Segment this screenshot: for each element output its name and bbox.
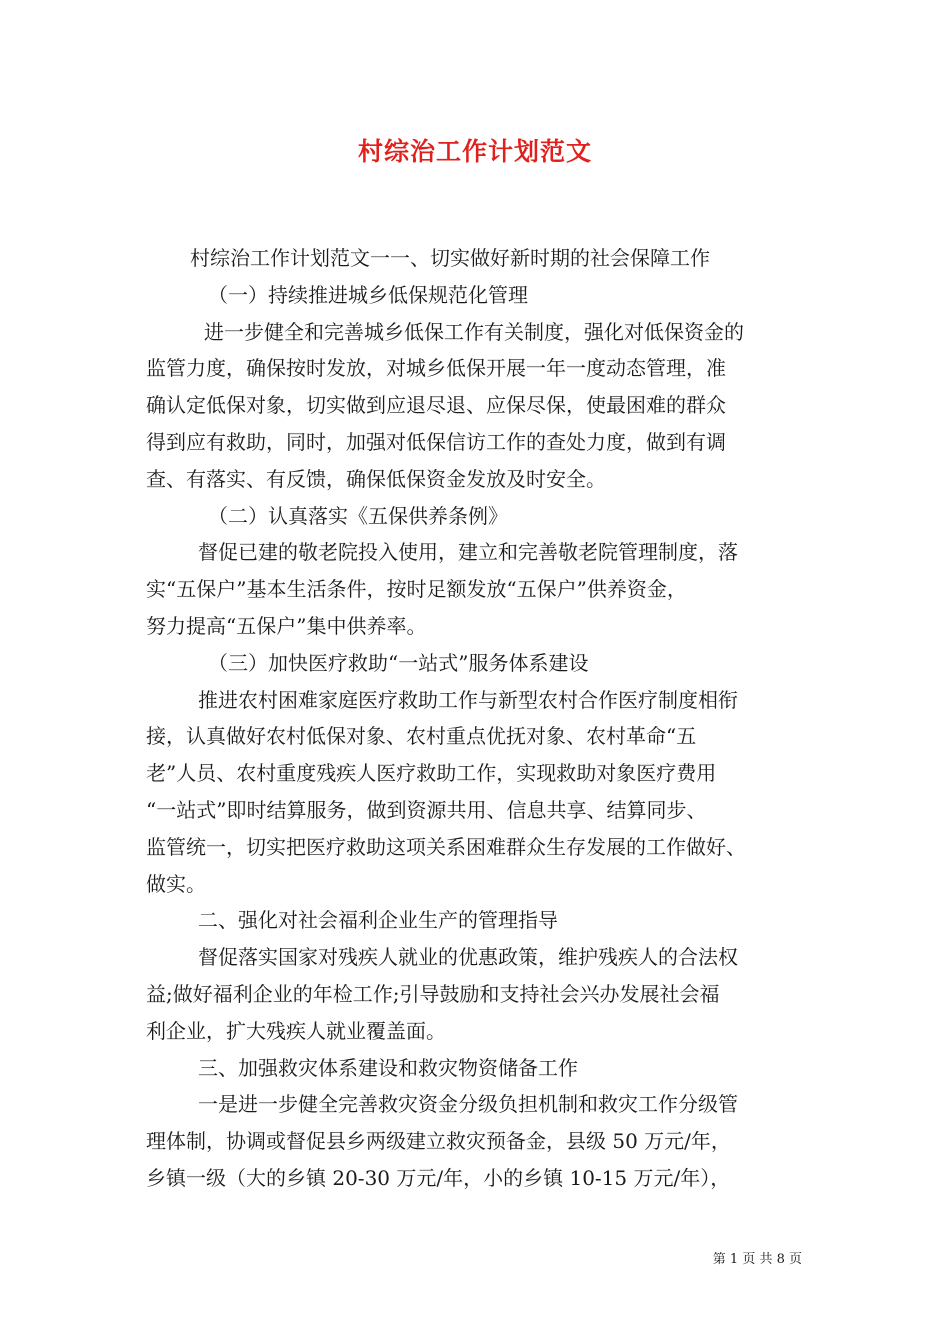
text-line: 实“五保户”基本生活条件，按时足额发放“五保户”供养资金，: [146, 577, 687, 602]
text-line: 接，认真做好农村低保对象、农村重点优抚对象、农村革命“五: [146, 724, 697, 749]
text-line: 确认定低保对象，切实做到应退尽退、应保尽保，使最困难的群众: [146, 393, 726, 418]
text-line: （一）持续推进城乡低保规范化管理: [208, 282, 528, 307]
text-line: 老”人员、农村重度残疾人医疗救助工作，实现救助对象医疗费用: [146, 761, 717, 786]
text-line: 得到应有救助，同时，加强对低保信访工作的查处力度，做到有调: [146, 429, 726, 454]
text-line: 三、加强救灾体系建设和救灾物资储备工作: [198, 1055, 578, 1080]
text-line: 查、有落实、有反馈，确保低保资金发放及时安全。: [146, 466, 606, 491]
text-line: 监管力度，确保按时发放，对城乡低保开展一年一度动态管理，准: [146, 356, 726, 381]
document-title: 村综治工作计划范文: [357, 137, 592, 166]
text-line: 做实。: [146, 871, 206, 896]
text-line: （三）加快医疗救助“一站式”服务体系建设: [208, 650, 589, 675]
text-line: 推进农村困难家庭医疗救助工作与新型农村合作医疗制度相衔: [198, 687, 738, 712]
text-line: 村综治工作计划范文一一、切实做好新时期的社会保障工作: [190, 246, 710, 270]
text-line: 一是进一步健全完善救灾资金分级负担机制和救灾工作分级管: [198, 1092, 738, 1117]
text-line: 进一步健全和完善城乡低保工作有关制度，强化对低保资金的: [204, 319, 744, 344]
text-line: 督促已建的敬老院投入使用，建立和完善敬老院管理制度，落: [198, 540, 738, 565]
text-line: 利企业，扩大残疾人就业覆盖面。: [146, 1018, 446, 1043]
document-body: [146, 240, 818, 1197]
text-line: 乡镇一级（大的乡镇 20-30 万元/年，小的乡镇 10-15 万元/年），: [146, 1165, 731, 1190]
text-line: （二）认真落实《五保供养条例》: [208, 503, 508, 528]
text-line: 益;做好福利企业的年检工作;引导鼓励和支持社会兴办发展社会福: [146, 981, 720, 1006]
text-line: 监管统一，切实把医疗救助这项关系困难群众生存发展的工作做好、: [146, 834, 746, 859]
text-line: 督促落实国家对残疾人就业的优惠政策，维护残疾人的合法权: [198, 945, 738, 970]
page-number: 第 1 页 共 8 页: [712, 1252, 802, 1267]
text-line: 理体制，协调或督促县乡两级建立救灾预备金，县级 50 万元/年，: [146, 1129, 731, 1154]
text-line: “一站式”即时结算服务，做到资源共用、信息共享、结算同步、: [146, 797, 707, 822]
text-line: 二、强化对社会福利企业生产的管理指导: [198, 908, 558, 933]
text-line: 努力提高“五保户”集中供养率。: [146, 613, 427, 638]
